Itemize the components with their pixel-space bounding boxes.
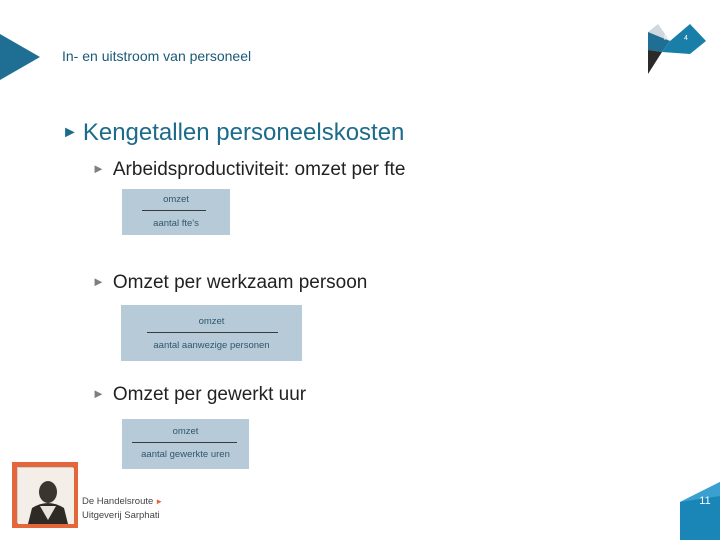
publisher-logo: [12, 462, 78, 528]
formula-numerator: omzet: [172, 426, 199, 437]
fraction-line: [132, 442, 237, 443]
bullet-label: Omzet per werkzaam persoon: [112, 272, 368, 293]
formula-numerator: omzet: [198, 316, 225, 327]
publisher-imprint: Uitgeverij Sarphati: [82, 510, 160, 521]
bullet-omzet-per-werkzaam-persoon: [92, 272, 367, 294]
chapter-logo: [648, 24, 708, 74]
publisher-name: De Handelsroute ►: [82, 496, 164, 507]
fraction-line: [142, 210, 206, 211]
formula-omzet-per-uur: [122, 419, 249, 469]
formula-omzet-per-fte: [122, 189, 230, 235]
bullet-arrow-icon: ►: [92, 386, 105, 401]
formula-denominator: aantal fte's: [153, 218, 199, 229]
corner-triangle-decoration: [0, 34, 40, 80]
page-corner-decoration: [680, 482, 720, 540]
bullet-arrow-icon: ►: [92, 161, 105, 176]
heading-arrow-icon: ►: [62, 124, 78, 141]
chapter-logo-shape: [648, 24, 708, 74]
publisher-arrow-icon: ►: [155, 497, 164, 506]
formula-numerator: omzet: [163, 194, 189, 205]
page-number: 11: [699, 495, 711, 507]
bullet-arbeidsproductiviteit: [92, 159, 405, 181]
formula-denominator: aantal aanwezige personen: [153, 340, 270, 351]
bullet-label: Omzet per gewerkt uur: [112, 384, 307, 405]
portrait-icon: [18, 468, 74, 524]
bullet-arrow-icon: ►: [92, 274, 105, 289]
fraction-line: [147, 332, 278, 333]
slide-heading-text: Kengetallen personeelskosten: [82, 119, 405, 146]
chapter-logo-letter: R: [664, 35, 670, 42]
section-title: In- en uitstroom van personeel: [62, 48, 252, 64]
bullet-label: Arbeidsproductiviteit: omzet per fte: [112, 159, 406, 180]
formula-denominator: aantal gewerkte uren: [141, 449, 230, 460]
bullet-omzet-per-gewerkt-uur: [92, 384, 306, 406]
publisher-portrait: [17, 467, 73, 523]
formula-omzet-per-persoon: [121, 305, 302, 361]
chapter-logo-number: 4: [684, 35, 688, 42]
slide-heading: [62, 119, 404, 147]
